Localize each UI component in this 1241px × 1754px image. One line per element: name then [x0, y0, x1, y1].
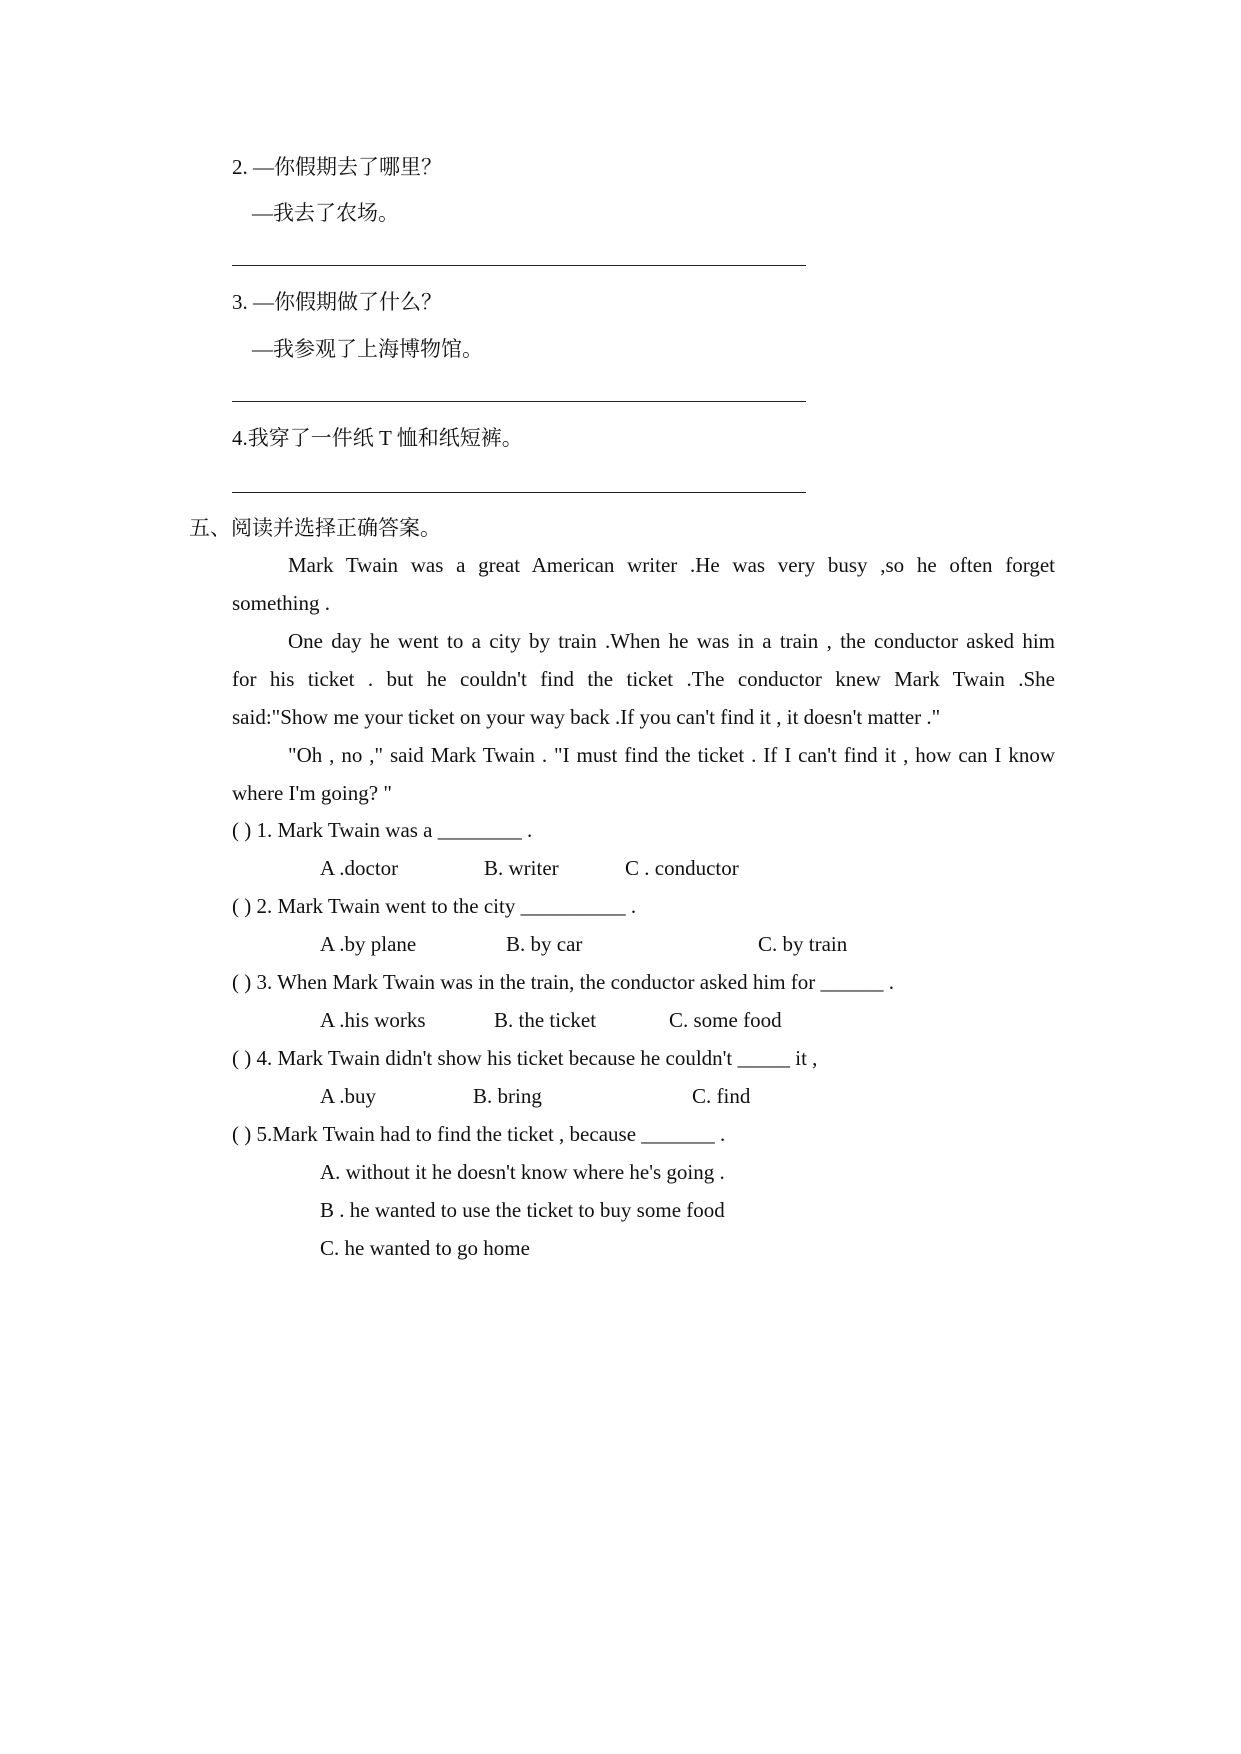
question-5-option-b[interactable]: B . he wanted to use the ticket to buy some food: [320, 1198, 725, 1222]
passage-p3-line1: "Oh , no ," said Mark Twain . "I must find the ticket . If I can't find it , how can I know: [288, 743, 1055, 767]
q2-reply: —我去了农场。: [252, 201, 399, 225]
question-4-option-c[interactable]: C. find: [692, 1084, 751, 1108]
question-5-option-a[interactable]: A. without it he doesn't know where he's going .: [320, 1160, 725, 1184]
question-3-option-a[interactable]: A .his works: [320, 1008, 426, 1032]
question-1-option-a[interactable]: A .doctor: [320, 856, 399, 880]
question-2-option-c[interactable]: C. by train: [758, 932, 848, 956]
q4-answer-line[interactable]: [232, 492, 806, 493]
question-1-option-c[interactable]: C . conductor: [625, 856, 739, 880]
question-1-stem[interactable]: ( ) 1. Mark Twain was a ________ .: [232, 818, 533, 842]
q3-answer-line[interactable]: [232, 401, 806, 402]
passage-p2-line2: for his ticket . but he couldn't find the ticket .The conductor knew Mark Twain .She: [232, 667, 1055, 691]
question-2-option-a[interactable]: A .by plane: [320, 932, 417, 956]
question-4-stem[interactable]: ( ) 4. Mark Twain didn't show his ticket because he couldn't _____ it ,: [232, 1046, 818, 1070]
passage-p3-line2: where I'm going? ": [232, 781, 392, 805]
q2-prompt: 2. —你假期去了哪里？: [232, 155, 442, 179]
passage-p2-line3: said:"Show me your ticket on your way back .If you can't find it , it doesn't matter .": [232, 705, 941, 729]
q3-reply: —我参观了上海博物馆。: [252, 337, 483, 361]
question-5-stem[interactable]: ( ) 5.Mark Twain had to find the ticket , because _______ .: [232, 1122, 726, 1146]
question-1-option-b[interactable]: B. writer: [484, 856, 559, 880]
question-3-option-b[interactable]: B. the ticket: [494, 1008, 597, 1032]
passage-p2-line1: One day he went to a city by train .When he was in a train , the conductor asked him: [288, 629, 1055, 653]
question-4-option-b[interactable]: B. bring: [473, 1084, 542, 1108]
q4-prompt: 4.我穿了一件纸 T 恤和纸短裤。: [232, 426, 523, 450]
question-4-option-a[interactable]: A .buy: [320, 1084, 377, 1108]
q3-prompt: 3. —你假期做了什么？: [232, 290, 442, 314]
question-2-stem[interactable]: ( ) 2. Mark Twain went to the city __________ .: [232, 894, 637, 918]
section5-heading: 五、阅读并选择正确答案。: [189, 516, 441, 540]
question-3-stem[interactable]: ( ) 3. When Mark Twain was in the train, the conductor asked him for ______ .: [232, 970, 895, 994]
q2-answer-line[interactable]: [232, 265, 806, 266]
question-5-option-c[interactable]: C. he wanted to go home: [320, 1236, 530, 1260]
question-3-option-c[interactable]: C. some food: [669, 1008, 782, 1032]
question-2-option-b[interactable]: B. by car: [506, 932, 583, 956]
passage-p1-line1: Mark Twain was a great American writer .He was very busy ,so he often forget: [288, 553, 1055, 577]
passage-p1-line2: something .: [232, 591, 330, 615]
